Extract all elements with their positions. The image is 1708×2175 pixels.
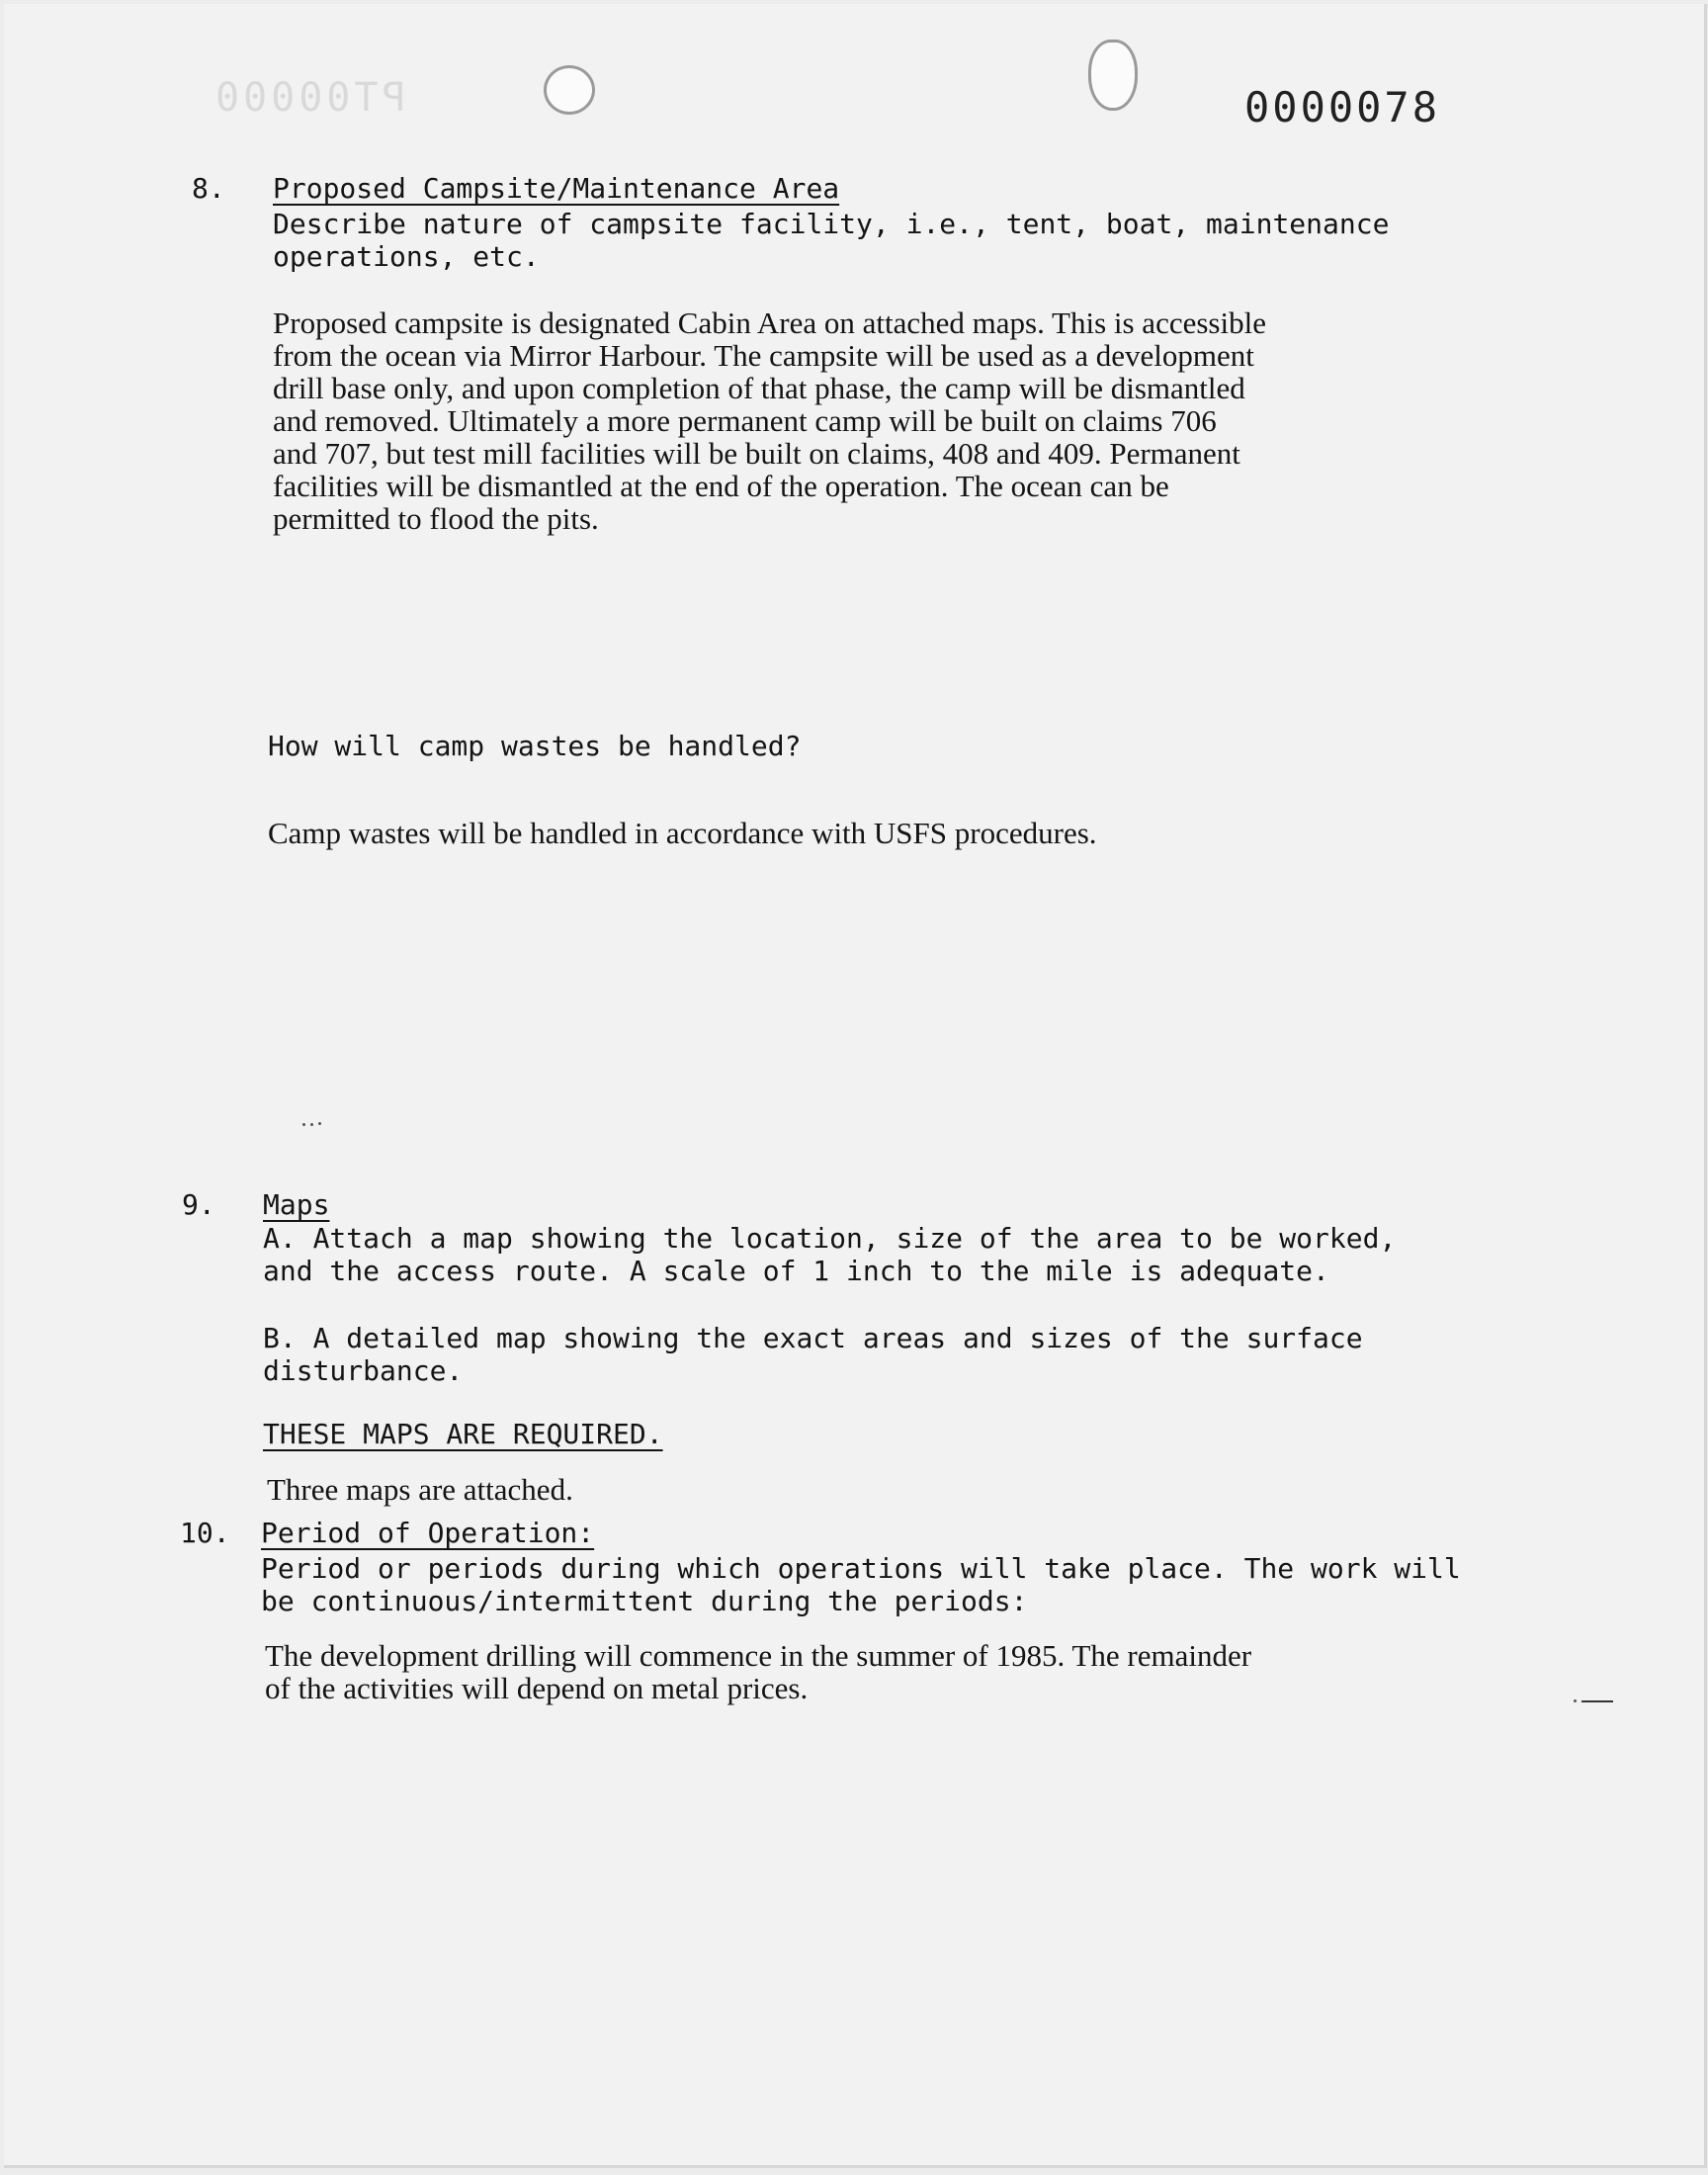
prompt-line: Period or periods during which operations will take place. The work will (261, 1552, 1461, 1585)
section-10-answer (265, 1639, 1251, 1704)
maps-required-note: THESE MAPS ARE REQUIRED. (263, 1418, 663, 1450)
section-8-title: Proposed Campsite/Maintenance Area (273, 172, 840, 205)
section-8-prompt (273, 208, 1389, 273)
punch-hole (544, 65, 595, 115)
section-8-number: 8. (192, 172, 225, 205)
margin-mark (1581, 1700, 1613, 1702)
document-stamp-number: 0000078 (1244, 83, 1441, 131)
section-9-item-a (263, 1222, 1396, 1287)
section-9-number: 9. (182, 1188, 215, 1221)
item-b-line: B. A detailed map showing the exact areas and sizes of the surface (263, 1322, 1363, 1354)
answer-line: The development drilling will commence in the summer of 1985. The remainder (265, 1638, 1252, 1673)
waste-answer: Camp wastes will be handled in accordance with USFS procedures. (268, 816, 1097, 850)
answer-line: facilities will be dismantled at the end of the operation. The ocean can be (273, 469, 1169, 503)
section-10-number: 10. (180, 1517, 230, 1549)
answer-line: and removed. Ultimately a more permanent camp will be built on claims 706 (273, 403, 1217, 438)
bleed-through-number: PT00000 (212, 75, 406, 121)
item-b-line: disturbance. (263, 1354, 464, 1387)
item-a-line: and the access route. A scale of 1 inch to the mile is adequate. (263, 1255, 1329, 1287)
scan-speck (318, 1122, 321, 1125)
answer-line: from the ocean via Mirror Harbour. The campsite will be used as a development (273, 338, 1254, 373)
section-8-answer (273, 306, 1266, 535)
answer-line: drill base only, and upon completion of that phase, the camp will be dismantled (273, 371, 1245, 405)
document-page (4, 4, 1707, 2168)
prompt-line: be continuous/intermittent during the periods: (261, 1585, 1028, 1617)
scan-speck (302, 1123, 305, 1126)
scan-speck (310, 1123, 313, 1126)
answer-line: of the activities will depend on metal prices. (265, 1671, 809, 1705)
section-10-title: Period of Operation: (261, 1517, 595, 1549)
waste-question: How will camp wastes be handled? (268, 730, 802, 762)
section-9-item-b (263, 1322, 1363, 1387)
section-10-prompt (261, 1552, 1461, 1617)
section-9-title: Maps (263, 1188, 330, 1221)
answer-line: Proposed campsite is designated Cabin Area on attached maps. This is accessible (273, 305, 1266, 340)
maps-answer: Three maps are attached. (267, 1472, 573, 1507)
punch-hole (1088, 40, 1138, 111)
prompt-line: operations, etc. (273, 240, 540, 273)
item-a-line: A. Attach a map showing the location, size of the area to be worked, (263, 1222, 1397, 1255)
prompt-line: Describe nature of campsite facility, i.e., tent, boat, maintenance (273, 208, 1390, 240)
answer-line: and 707, but test mill facilities will be built on claims, 408 and 409. Permanent (273, 436, 1240, 471)
scan-speck (1574, 1699, 1577, 1702)
answer-line: permitted to flood the pits. (273, 501, 599, 536)
